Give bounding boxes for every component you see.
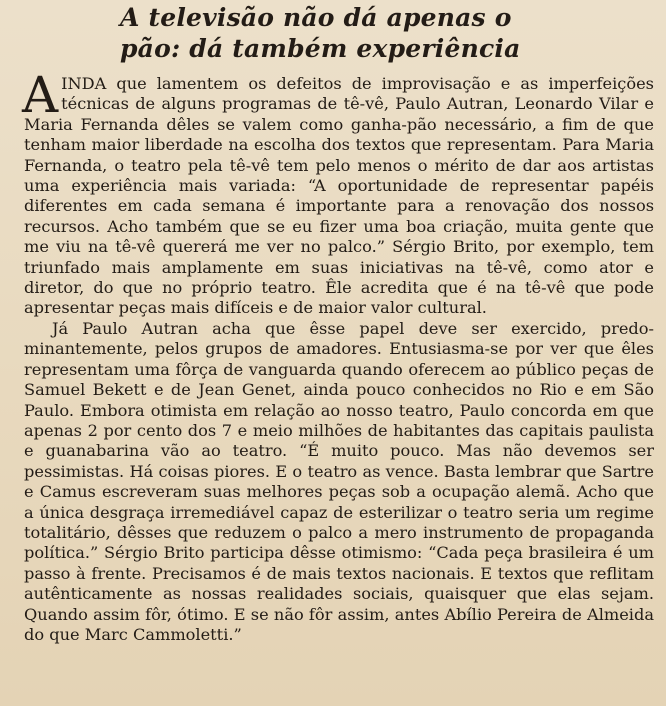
drop-cap: A — [22, 66, 59, 124]
paragraph-2: Já Paulo Autran acha que êsse papel deve ser exercido, predominantemente, pelos grupos de amadores. Entusiasma-se por ver que êles representam uma fôrça de vanguarda quando oferecem ao público peças de Samuel Bekett e de Jean Genet, ainda pouco conhecidos no Rio e em São Paulo. Embora otimista em relação ao nosso teatro, Paulo concorda em que apenas 2 por cento dos 7 e meio milhões de habitantes das capitais paulista e guanabarina vão ao teatro. “É muito pouco. Mas não devemos ser pessimistas. Há coisas piores. E o teatro as vence. Basta lembrar que Sartre e Camus escreveram suas melhores peças sob a ocupação alemã. Acho que a única desgraça irremediável capaz de esterilizar o teatro seria um regime totalitário, dêsses que reduzem o palco a mero instrumento de propaganda política.” Sérgio Brito participa dêsse otimismo: “Cada peça brasileira é um passo à frente. Precisamos é de mais textos nacionais. E textos que reflitam autênticamente as nossas realidades sociais, quaisquer que elas sejam. Quando assim fôr, ótimo. E se não fôr assim, antes Abílio Pereira de Almeida do que Marc Cammoletti.” — [24, 318, 654, 644]
headline-line-2: pão: dá também experiência — [120, 34, 521, 63]
headline-line-1: A televisão não dá apenas o — [120, 3, 512, 32]
article-body — [22, 66, 654, 645]
paragraph-1-text: INDA que lamentem os defeitos de improvisação e as imperfeições técnicas de alguns programas de tê-vê, Paulo Autran, Leonardo Vilar e Maria Fernanda dêles se valem como ganha-pão necessário, a fim de que tenham maior liberdade na escolha dos textos que representam. Para Maria Fernanda, o teatro pela tê-vê tem pelo menos o mérito de dar aos artistas uma experiência mais variada: “A oportunidade de representar papéis diferentes em cada semana é importante para a renovação dos nossos recursos. Acho também que se eu fizer uma boa criação, muita gente que me viu na tê-vê quererá me ver no palco.” Sérgio Brito, por exemplo, tem triunfado mais amplamente em suas iniciativas na tê-vê, como ator e diretor, do que no próprio teatro. Êle acredita que é na tê-vê que pode apresentar peças mais difíceis e de maior valor cultural. — [24, 74, 654, 318]
article-headline — [24, 0, 654, 64]
paragraph-1 — [22, 66, 654, 319]
